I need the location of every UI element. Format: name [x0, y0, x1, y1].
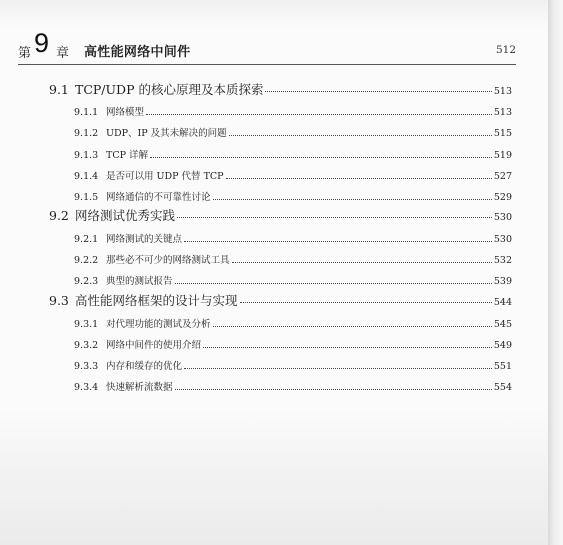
toc-entry-page: 545	[493, 319, 512, 330]
leader-dots	[184, 368, 492, 369]
toc-entry-page: 515	[493, 128, 512, 139]
leader-dots	[226, 178, 492, 179]
toc-entry-subsection	[74, 273, 512, 287]
toc-entry-title: TCP 详解	[106, 150, 149, 161]
toc-entry-title: 网络测试优秀实践	[75, 208, 176, 223]
toc-entry-subsection	[74, 379, 512, 393]
toc-entry-section	[49, 80, 512, 97]
toc-entry-number: 9.1	[49, 82, 69, 97]
toc-entry-page: 519	[493, 150, 512, 161]
toc-entry-title: 对代理功能的测试及分析	[106, 319, 211, 330]
toc-entry-page: 551	[493, 361, 512, 372]
toc-entry-section	[49, 291, 512, 308]
toc-entry-title: 网络通信的不可靠性讨论	[106, 192, 211, 203]
leader-dots	[232, 262, 492, 263]
toc-entry-page: 554	[493, 382, 512, 393]
toc-entry-number: 9.2.1	[74, 234, 99, 245]
toc-entry-number: 9.3.2	[74, 340, 99, 351]
leader-dots	[150, 157, 492, 158]
toc-entry-subsection	[74, 337, 512, 351]
toc-entry-subsection	[74, 147, 512, 161]
chapter-suffix: 章	[56, 46, 70, 61]
chapter-title: 高性能网络中间件	[84, 45, 191, 60]
toc-entry-page: 544	[493, 297, 512, 308]
leader-dots	[213, 326, 492, 327]
toc-entry-subsection	[74, 125, 512, 139]
toc-entry-number: 9.1.2	[74, 128, 99, 139]
page-number: 512	[495, 44, 516, 56]
toc-entry-subsection	[74, 168, 512, 182]
toc-entry-title: UDP、IP 及其未解决的问题	[106, 128, 227, 139]
leader-dots	[184, 241, 492, 242]
toc-entry-page: 532	[493, 255, 512, 266]
toc-entry-number: 9.3.1	[74, 319, 99, 330]
toc-entry-title: 内存和缓存的优化	[106, 361, 183, 372]
toc-entry-page: 527	[493, 171, 512, 182]
toc-entry-page: 513	[493, 86, 512, 97]
chapter-header	[18, 30, 516, 60]
toc-entry-title: 典型的测试报告	[106, 276, 173, 287]
header-rule	[18, 64, 516, 65]
toc-entry-title: 是否可以用 UDP 代替 TCP	[106, 171, 224, 182]
page-edge-shadow	[548, 0, 563, 545]
show-through-top	[0, 0, 548, 28]
leader-dots	[213, 199, 492, 200]
toc-entry-number: 9.1.4	[74, 171, 99, 182]
leader-dots	[175, 283, 492, 284]
chapter-number: 9	[34, 28, 50, 58]
toc-entry-subsection	[74, 189, 512, 203]
toc-entry-title: 网络模型	[106, 107, 145, 118]
toc-entry-page: 513	[493, 107, 512, 118]
toc-entry-number: 9.3	[49, 293, 69, 308]
toc-entry-number: 9.2.2	[74, 255, 99, 266]
toc-entry-subsection	[74, 252, 512, 266]
toc-entry-section	[49, 206, 512, 223]
toc-entry-page: 539	[493, 276, 512, 287]
toc-entry-subsection	[74, 104, 512, 118]
leader-dots	[265, 91, 491, 92]
toc-entry-subsection	[74, 358, 512, 372]
toc-entry-number: 9.2.3	[74, 276, 99, 287]
toc-entry-title: TCP/UDP 的核心原理及本质探索	[75, 82, 264, 97]
leader-dots	[175, 389, 492, 390]
leader-dots	[240, 302, 492, 303]
toc-entry-page: 529	[493, 192, 512, 203]
leader-dots	[177, 217, 492, 218]
toc-entry-page: 549	[493, 340, 512, 351]
show-through-bottom	[0, 410, 548, 545]
chapter-prefix: 第	[18, 46, 32, 61]
toc-entry-page: 530	[493, 234, 512, 245]
leader-dots	[229, 135, 492, 136]
leader-dots	[203, 347, 492, 348]
toc-entry-subsection	[74, 316, 512, 330]
toc-entry-title: 网络中间件的使用介绍	[106, 340, 202, 351]
toc-entry-title: 网络测试的关键点	[106, 234, 183, 245]
toc-entry-title: 快速解析流数据	[106, 382, 173, 393]
toc-entry-title: 高性能网络框架的设计与实现	[75, 293, 238, 308]
toc-entry-number: 9.1.1	[74, 107, 99, 118]
toc-entry-title: 那些必不可少的网络测试工具	[106, 255, 230, 266]
toc-entry-number: 9.3.4	[74, 382, 99, 393]
toc-entry-subsection	[74, 231, 512, 245]
toc-entry-number: 9.3.3	[74, 361, 99, 372]
toc-entry-number: 9.1.5	[74, 192, 99, 203]
leader-dots	[146, 114, 492, 115]
toc-entry-page: 530	[493, 212, 512, 223]
toc-entry-number: 9.1.3	[74, 150, 99, 161]
toc-entry-number: 9.2	[49, 208, 69, 223]
